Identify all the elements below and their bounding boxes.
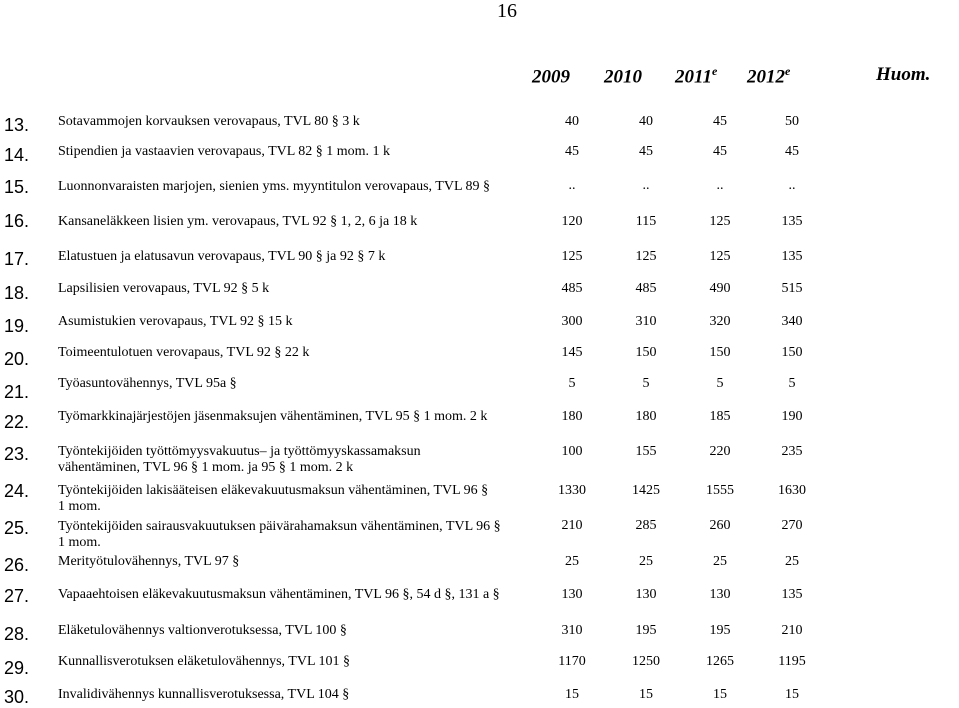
row-description: Työmarkkinajärjestöjen jäsenmaksujen vähentäminen, TVL 95 § 1 mom. 2 k	[58, 409, 488, 424]
value-2012: ..	[788, 178, 796, 193]
value-2012: 45	[785, 144, 799, 159]
value-2011: 1555	[706, 483, 734, 498]
value-2010: 5	[642, 376, 650, 391]
row-number: 30.	[4, 687, 30, 707]
value-2010: ..	[642, 178, 650, 193]
row-number: 18.	[4, 283, 30, 303]
value-2012: 235	[781, 444, 803, 459]
row-description: Asumistukien verovapaus, TVL 92 § 15 k	[58, 314, 293, 329]
row-description: Sotavammojen korvauksen verovapaus, TVL 80 § 3 k	[58, 114, 360, 129]
row-description: Työntekijöiden työttömyysvakuutus– ja työttömyyskassamaksun vähentäminen, TVL 96 § 1 mom. ja 95 § 1 mom. 2 k	[58, 444, 421, 475]
value-2011: 320	[709, 314, 731, 329]
row-description: Elatustuen ja elatusavun verovapaus, TVL 90 § ja 92 § 7 k	[58, 249, 386, 264]
value-2009: 145	[561, 345, 583, 360]
value-2010: 40	[639, 114, 653, 129]
row-number: 27.	[4, 586, 30, 606]
value-2009: 300	[561, 314, 583, 329]
value-2011: 490	[709, 281, 731, 296]
value-2009: 45	[565, 144, 579, 159]
value-2011: 185	[709, 409, 731, 424]
value-2011: 5	[716, 376, 724, 391]
value-2010: 25	[639, 554, 653, 569]
row-number: 23.	[4, 444, 30, 464]
row-number: 13.	[4, 115, 30, 135]
row-number: 16.	[4, 211, 30, 231]
value-2011: 130	[709, 587, 731, 602]
value-2011: 45	[713, 144, 727, 159]
value-2009: 210	[561, 518, 583, 533]
value-2010: 180	[635, 409, 657, 424]
row-number: 24.	[4, 481, 30, 501]
row-number: 25.	[4, 518, 30, 538]
value-2009: 5	[568, 376, 576, 391]
value-2009: 1170	[558, 654, 586, 669]
row-number: 19.	[4, 316, 30, 336]
value-2011: 125	[709, 249, 731, 264]
value-2009: 130	[561, 587, 583, 602]
value-2010: 150	[635, 345, 657, 360]
row-description: Merityötulovähennys, TVL 97 §	[58, 554, 240, 569]
value-2011: 195	[709, 623, 731, 638]
year-header-2009: 2009	[532, 66, 570, 88]
value-2011: 25	[713, 554, 727, 569]
value-2012: 270	[781, 518, 803, 533]
page-number: 16	[497, 0, 517, 22]
value-2012: 210	[781, 623, 803, 638]
value-2010: 285	[635, 518, 657, 533]
row-number: 28.	[4, 624, 30, 644]
row-description: Työntekijöiden lakisääteisen eläkevakuutusmaksun vähentäminen, TVL 96 § 1 mom.	[58, 483, 489, 514]
row-number: 15.	[4, 177, 30, 197]
row-number: 14.	[4, 145, 30, 165]
value-2012: 340	[781, 314, 803, 329]
row-description: Työasuntovähennys, TVL 95a §	[58, 376, 237, 391]
value-2012: 135	[781, 587, 803, 602]
row-number: 17.	[4, 249, 30, 269]
row-description: Lapsilisien verovapaus, TVL 92 § 5 k	[58, 281, 270, 296]
year-header-2010: 2010	[604, 66, 642, 88]
row-number: 29.	[4, 658, 30, 678]
row-description: Eläketulovähennys valtionverotuksessa, TVL 100 §	[58, 623, 347, 638]
value-2010: 1425	[632, 483, 660, 498]
row-number: 22.	[4, 412, 30, 432]
value-2011: 45	[713, 114, 727, 129]
row-description: Invalidivähennys kunnallisverotuksessa, TVL 104 §	[58, 687, 350, 702]
value-2010: 310	[635, 314, 657, 329]
value-2010: 130	[635, 587, 657, 602]
value-2011: 260	[709, 518, 731, 533]
row-description: Stipendien ja vastaavien verovapaus, TVL 82 § 1 mom. 1 k	[58, 144, 391, 159]
value-2009: 485	[561, 281, 583, 296]
value-2012: 1630	[778, 483, 806, 498]
value-2009: 15	[565, 687, 579, 702]
row-description: Kunnallisverotuksen eläketulovähennys, TVL 101 §	[58, 654, 350, 669]
value-2010: 1250	[632, 654, 660, 669]
value-2009: 310	[561, 623, 583, 638]
value-2010: 15	[639, 687, 653, 702]
row-number: 20.	[4, 349, 30, 369]
value-2009: 25	[565, 554, 579, 569]
value-2009: 125	[561, 249, 583, 264]
value-2012: 515	[781, 281, 803, 296]
remark-header: Huom.	[876, 64, 931, 85]
value-2012: 190	[781, 409, 803, 424]
value-2012: 5	[788, 376, 796, 391]
value-2012: 50	[785, 114, 799, 129]
row-description: Työntekijöiden sairausvakuutuksen päivärahamaksun vähentäminen, TVL 96 § 1 mom.	[58, 519, 501, 550]
row-description: Vapaaehtoisen eläkevakuutusmaksun vähentäminen, TVL 96 §, 54 d §, 131 a §	[58, 587, 500, 602]
value-2009: ..	[568, 178, 576, 193]
value-2011: 1265	[706, 654, 734, 669]
value-2010: 155	[635, 444, 657, 459]
value-2012: 15	[785, 687, 799, 702]
value-2010: 45	[639, 144, 653, 159]
value-2012: 150	[781, 345, 803, 360]
value-2011: 150	[709, 345, 731, 360]
value-2010: 485	[635, 281, 657, 296]
value-2011: 220	[709, 444, 731, 459]
value-2010: 115	[635, 214, 657, 229]
row-description: Toimeentulotuen verovapaus, TVL 92 § 22 k	[58, 345, 310, 360]
value-2011: ..	[716, 178, 724, 193]
row-number: 26.	[4, 555, 30, 575]
value-2009: 1330	[558, 483, 586, 498]
value-2011: 15	[713, 687, 727, 702]
value-2011: 125	[709, 214, 731, 229]
year-header-2011: 2011e	[675, 64, 718, 88]
value-2012: 135	[781, 249, 803, 264]
value-2009: 100	[561, 444, 583, 459]
value-2009: 120	[561, 214, 583, 229]
year-header-2012: 2012e	[747, 64, 791, 88]
value-2009: 40	[565, 114, 579, 129]
value-2012: 25	[785, 554, 799, 569]
row-number: 21.	[4, 382, 30, 402]
value-2010: 195	[635, 623, 657, 638]
value-2010: 125	[635, 249, 657, 264]
value-2012: 135	[781, 214, 803, 229]
value-2009: 180	[561, 409, 583, 424]
row-description: Kansaneläkkeen lisien ym. verovapaus, TVL 92 § 1, 2, 6 ja 18 k	[58, 214, 418, 229]
row-description: Luonnonvaraisten marjojen, sienien yms. myyntitulon verovapaus, TVL 89 §	[58, 179, 490, 194]
value-2012: 1195	[778, 654, 806, 669]
